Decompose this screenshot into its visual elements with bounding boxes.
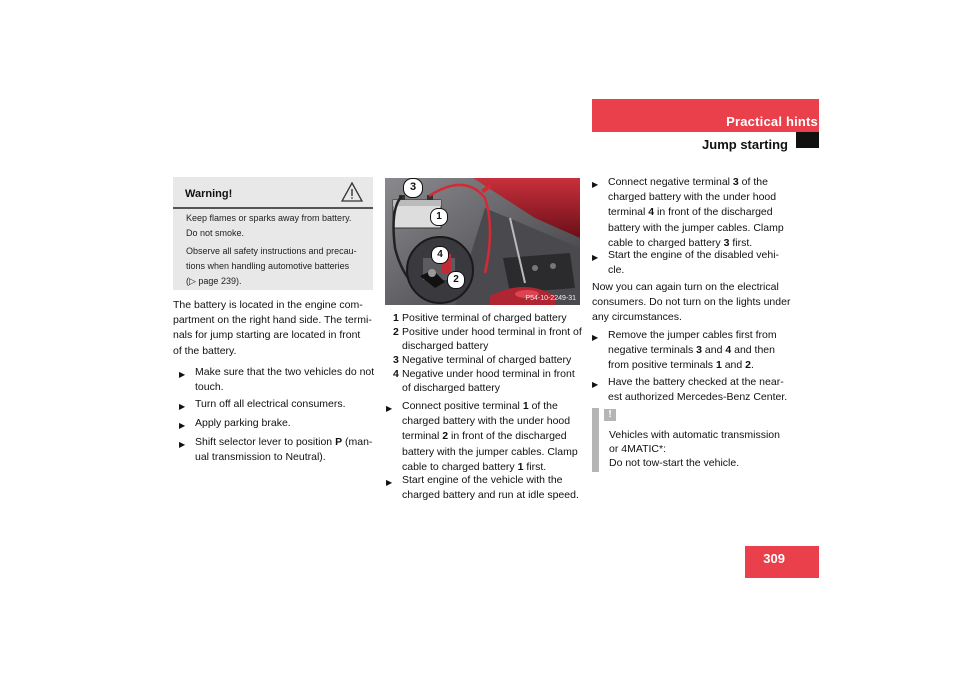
- step-text: first.: [523, 460, 547, 473]
- terminal-number: 1: [715, 359, 722, 372]
- note-line: Vehicles with automatic transmission: [609, 429, 780, 441]
- jump-start-figure: [385, 178, 580, 305]
- legend-number: 2: [393, 326, 399, 338]
- bullet-arrow-icon: ▶: [592, 380, 599, 389]
- warning-triangle-icon: [341, 181, 363, 203]
- legend-text: Positive terminal of charged battery: [402, 312, 567, 324]
- warning-box: [173, 177, 373, 290]
- exclamation-icon: !: [604, 409, 616, 421]
- intro-line-1: The battery is located in the engine com-: [173, 299, 363, 311]
- terminal-number: 4: [725, 344, 732, 357]
- terminal-number: 3: [696, 344, 702, 357]
- step-text: ual transmission to Neutral).: [195, 451, 326, 464]
- terminal-number: 1: [517, 460, 524, 473]
- bullet-arrow-icon: ▶: [386, 478, 393, 487]
- legend-text: discharged battery: [402, 340, 489, 352]
- gear-position: P: [335, 436, 343, 448]
- bullet-arrow-icon: ▶: [179, 370, 186, 379]
- note-line: or 4MATIC*:: [609, 443, 666, 455]
- legend-number: 1: [393, 312, 399, 324]
- subsection-title: Jump starting: [702, 137, 788, 152]
- step-text: Connect positive terminal: [402, 400, 523, 412]
- step-text: of the: [738, 176, 768, 188]
- step-text: Connect negative terminal: [608, 176, 733, 188]
- section-title: Practical hints: [726, 114, 818, 129]
- intro-line-3: nals for jump starting are located in front: [173, 329, 361, 342]
- step-text: and then: [731, 344, 775, 357]
- step-text: est authorized Mercedes-Benz Center.: [608, 391, 788, 404]
- figure-code: P54-10-2249-31: [525, 295, 576, 302]
- step-text: Shift selector lever to position: [195, 436, 336, 448]
- legend-text: Positive under hood terminal in front of: [402, 326, 582, 338]
- warning-text-4: tions when handling automotive batteries: [186, 261, 350, 271]
- terminal-number: 2: [442, 430, 449, 443]
- terminal-number: 1: [522, 400, 529, 412]
- step-text: Start engine of the vehicle with the: [402, 474, 563, 486]
- step-text: and: [701, 344, 726, 357]
- step-text: negative terminals: [608, 344, 697, 357]
- step-text: cle.: [608, 264, 625, 277]
- step-text: first.: [729, 236, 753, 249]
- legend-number: 3: [393, 354, 399, 366]
- bullet-arrow-icon: ▶: [592, 253, 599, 262]
- legend-text: of discharged battery: [402, 382, 501, 394]
- callout-1: 1: [430, 208, 448, 226]
- step-text: from positive terminals: [608, 359, 716, 372]
- step-text: of the: [528, 400, 558, 412]
- note-line: Do not tow-start the vehicle.: [609, 457, 740, 469]
- step-text: Start the engine of the disabled vehi-: [608, 249, 780, 261]
- legend-number: 4: [393, 368, 399, 380]
- step-text: Make sure that the two vehicles do not: [195, 366, 375, 378]
- step-text: in front of the discharged: [448, 430, 567, 443]
- step-text: battery with the jumper cables. Clamp: [608, 221, 784, 234]
- bullet-arrow-icon: ▶: [592, 180, 599, 189]
- warning-title: Warning!: [185, 188, 233, 200]
- warning-text-3: Observe all safety instructions and precau-: [186, 246, 357, 256]
- step-text: (man-: [342, 436, 373, 448]
- bullet-arrow-icon: ▶: [179, 402, 186, 411]
- terminal-number: 3: [732, 176, 739, 188]
- step-text: Turn off all electrical consumers.: [195, 398, 346, 410]
- page-number: 309: [763, 551, 785, 566]
- lights-paragraph: [592, 280, 802, 326]
- step-text: charged battery and run at idle speed.: [402, 489, 579, 502]
- warning-divider: [173, 207, 373, 209]
- bullet-arrow-icon: ▶: [386, 404, 393, 413]
- step-text: cable to charged battery: [402, 460, 518, 473]
- note-text: [609, 428, 784, 470]
- step-text: and: [721, 359, 746, 372]
- terminal-number: 2: [745, 359, 751, 372]
- warning-text-1: Keep flames or sparks away from battery.: [186, 213, 352, 223]
- bullet-arrow-icon: ▶: [592, 333, 599, 342]
- step-text: Have the battery checked at the near-: [608, 376, 784, 388]
- bullet-arrow-icon: ▶: [179, 440, 186, 449]
- note-box: [592, 408, 782, 472]
- legend-text: Negative under hood terminal in front: [402, 368, 575, 380]
- warning-text-2: Do not smoke.: [186, 228, 245, 238]
- step-text: battery with the jumper cables. Clamp: [402, 445, 578, 458]
- step-text: cable to charged battery: [608, 236, 724, 249]
- terminal-number: 3: [723, 236, 730, 249]
- warning-text-5: (▷ page 239).: [186, 276, 242, 286]
- intro-line-2: partment on the right hand side. The termi-: [173, 314, 372, 327]
- step-text: .: [751, 359, 754, 372]
- step-text: charged battery with the under hood: [608, 191, 777, 204]
- step-text: terminal: [402, 430, 443, 443]
- step-text: in front of the discharged: [654, 206, 773, 219]
- callout-4: 4: [431, 246, 449, 264]
- callout-3: 3: [403, 178, 423, 198]
- note-bar: [592, 408, 599, 472]
- intro-paragraph: [173, 298, 383, 359]
- header-marker: [796, 132, 819, 148]
- step-text: touch.: [195, 381, 224, 394]
- step-text: terminal: [608, 206, 649, 219]
- legend-text: Negative terminal of charged battery: [402, 354, 572, 366]
- step-text: Apply parking brake.: [195, 417, 291, 429]
- paragraph-line: Now you can again turn on the electrical: [592, 281, 779, 293]
- step-text: Remove the jumper cables first from: [608, 329, 777, 341]
- intro-line-4: of the battery.: [173, 344, 237, 357]
- paragraph-line: any circumstances.: [592, 311, 682, 324]
- bullet-arrow-icon: ▶: [179, 421, 186, 430]
- step-text: charged battery with the under hood: [402, 415, 571, 428]
- paragraph-line: consumers. Do not turn on the lights under: [592, 296, 791, 309]
- terminal-number: 4: [648, 206, 655, 219]
- callout-2: 2: [447, 271, 465, 289]
